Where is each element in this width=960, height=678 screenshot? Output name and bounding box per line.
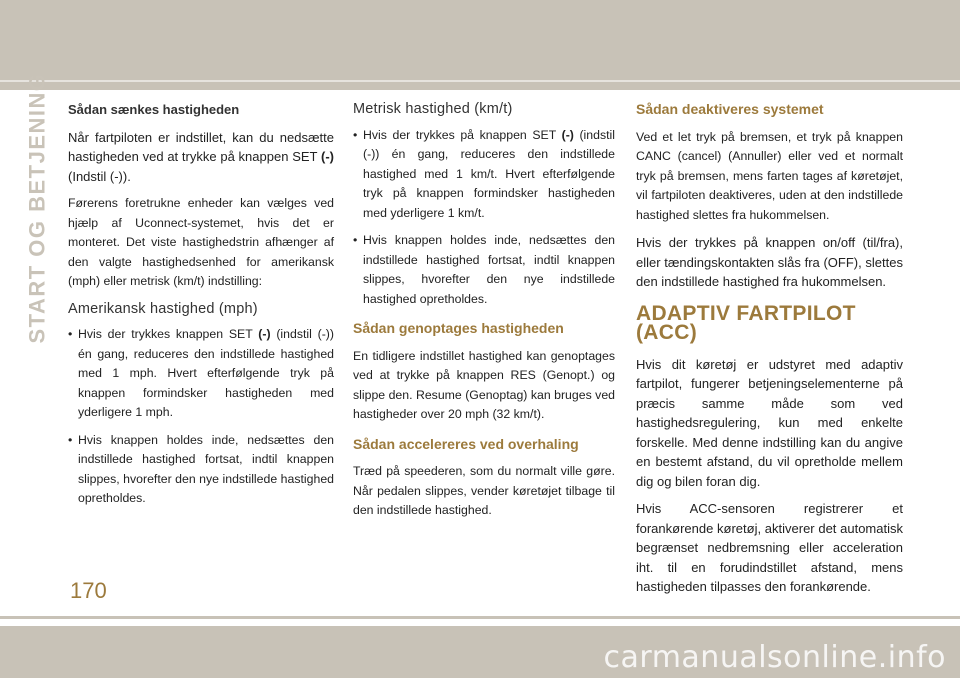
heading-reduce-speed: Sådan sænkes hastigheden <box>68 102 240 117</box>
heading-deactivate: Sådan deaktiveres systemet <box>636 101 824 117</box>
paragraph-resume: En tidligere indstillet hastighed kan genoptages ved at trykke på knappen RES (Genopt.) og slippe den. Resume (Genoptag) kan bruges ved hastigheder over 20 mph (32 km/t). <box>353 348 615 421</box>
column-right <box>636 98 903 605</box>
heading-resume: Sådan genoptages hastigheden <box>353 320 564 336</box>
text-fragment: Hvis der trykkes knappen SET <box>78 327 259 341</box>
column-middle <box>353 98 615 529</box>
paragraph-accelerate: Træd på speederen, som du normalt ville gøre. Når pedalen slippes, vender køretøjet tilbage til den indstillede hastighed. <box>353 464 615 517</box>
column-left <box>68 98 334 517</box>
set-minus-key: (-) <box>321 149 334 164</box>
paragraph-deactivate-1: Ved et let tryk på bremsen, et tryk på knappen CANC (cancel) (Annuller) eller ved et normalt tryk på bremsen, mens farten tages af køretøjet, vil fartpiloten deaktiveres, uden at den indstillede hastighed slettes fra hukommelsen. <box>636 129 903 222</box>
header-divider <box>0 80 960 82</box>
paragraph-reduce <box>68 128 334 187</box>
list-item: • Hvis knappen holdes inde, nedsættes den indstillede hastighed fortsat, indtil knappen slippes, hvorefter den nye indstillede hastighed opretholdes. <box>353 231 615 309</box>
footer-divider <box>0 616 960 619</box>
list-item: • Hvis knappen holdes inde, nedsættes den indstillede hastighed fortsat, indtil knappen slippes, hvorefter den nye indstillede hastighed opretholdes. <box>68 431 334 509</box>
paragraph-acc-1: Hvis dit køretøj er udstyret med adaptiv fartpilot, fungerer betjeningselementerne på præcis samme måde som ved hastighedsregulering, kun med enkelte forskelle. Med denne indstilling kan du angive en bestemt afstand, du vil opretholde mellem dig og bilen foran dig. <box>636 356 903 489</box>
watermark: carmanualsonline.info <box>603 640 946 675</box>
paragraph-deactivate-2: Hvis der trykkes på knappen on/off (til/fra), eller tændingskontakten slås fra (OFF), slettes den indstillede hastighed fra hukommelsen. <box>636 235 903 289</box>
text-fragment: (Indstil (-)). <box>68 168 131 184</box>
section-side-title <box>24 72 52 344</box>
heading-acc: ADAPTIV FARTPILOT (ACC) <box>636 301 856 344</box>
list-item <box>353 126 615 224</box>
page-number: 170 <box>70 578 107 603</box>
text-fragment: Hvis der trykkes på knappen SET <box>363 127 562 142</box>
heading-metric-speed: Metrisk hastighed (km/t) <box>353 101 513 117</box>
list-item <box>68 325 334 423</box>
list-us-speed <box>68 325 334 509</box>
text-fragment: Når fartpiloten er indstillet, kan du nedsætte hastigheden ved at trykke på knappen SET <box>68 129 334 164</box>
set-minus-key: (-) <box>561 127 574 142</box>
paragraph-acc-2: Hvis ACC-sensoren registrerer et forankørende køretøj, aktiverer det automatisk begrænset nedbremsning eller acceleration iht. til en forudindstillet afstand, mens hastigheden tilpasses den forankørende. <box>636 501 903 594</box>
list-metric-speed <box>353 126 615 310</box>
paragraph-units: Førerens foretrukne enheder kan vælges ved hjælp af Uconnect-systemet, hvis det er monteret. Det viste hastighedstrin afhænger af den valgte hastighedsenhed for amerikansk (mph) eller metrisk (km/t) indstilling: <box>68 196 334 288</box>
set-minus-key: (-) <box>258 327 271 341</box>
header-band <box>0 0 960 90</box>
side-title-text: START OG BETJENING <box>25 72 50 344</box>
heading-accelerate: Sådan accelereres ved overhaling <box>353 435 579 452</box>
text-fragment: (indstil (-)) én gang, reduceres den indstillede hastighed med 1 mph. Hvert efterfølgende tryk på knappen formindsker hastigheden med yderligere 1 mph. <box>78 327 334 419</box>
text-fragment: (indstil (-)) én gang, reduceres den indstillede hastighed med 1 km/t. Hvert efterfølgende tryk på knappen formindsker hastigheden med yderligere 1 km/t. <box>363 127 615 220</box>
heading-us-speed: Amerikansk hastighed (mph) <box>68 300 258 317</box>
